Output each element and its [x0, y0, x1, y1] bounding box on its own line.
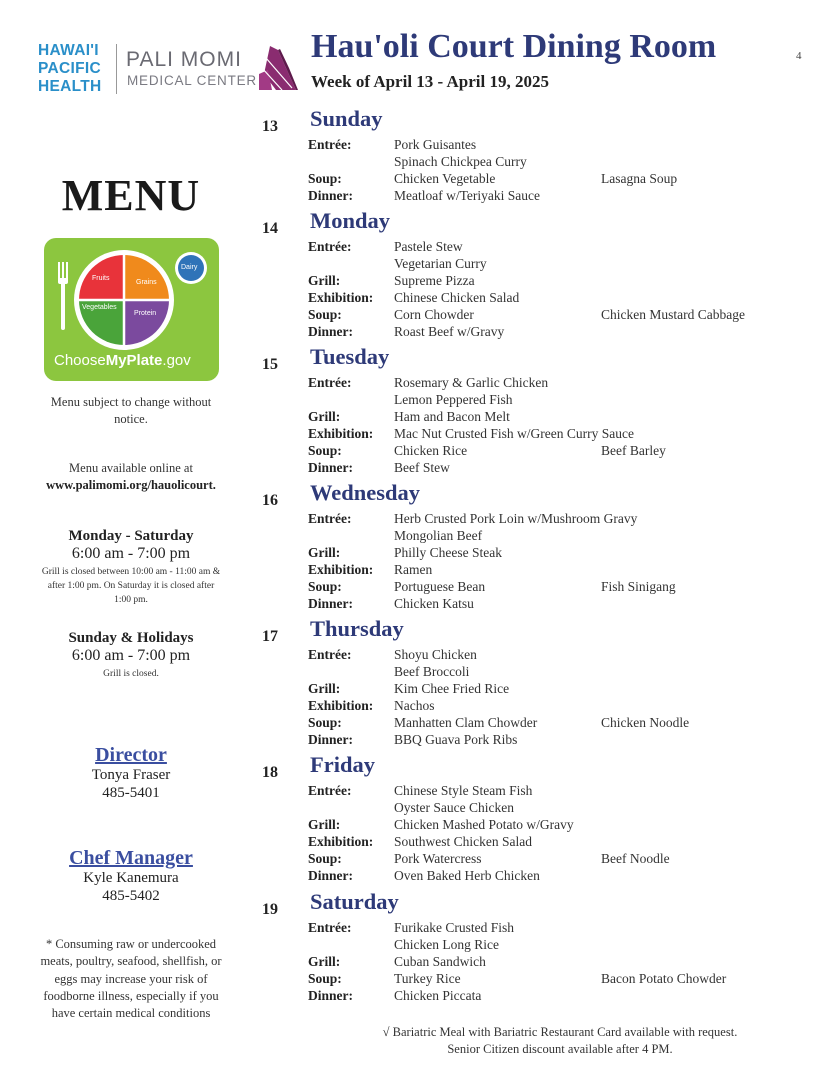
row-item: Ham and Bacon Melt — [394, 409, 510, 424]
row-label: Dinner: — [308, 868, 353, 883]
medical-center-subtitle: MEDICAL CENTER — [127, 73, 257, 88]
row-label: Soup: — [308, 307, 342, 322]
row-item: Furikake Crusted Fish — [394, 920, 514, 935]
day-name: Wednesday — [310, 480, 421, 505]
director-contact — [0, 744, 262, 802]
pali-momi-mark-icon — [256, 44, 300, 92]
row-item: Chicken Rice — [394, 443, 468, 458]
row-label: Grill: — [308, 681, 341, 696]
hawaii-pacific-health-logo-text — [38, 42, 102, 96]
online-label: Menu available online at — [69, 461, 193, 475]
disclaimer-line: have certain medical conditions — [51, 1006, 211, 1021]
row-label: Entrée: — [308, 647, 352, 662]
row-item: Rosemary & Garlic Chicken — [394, 375, 549, 390]
row-label: Exhibition: — [308, 834, 374, 849]
week-range: Week of April 13 - April 19, 2025 — [311, 72, 549, 91]
day-number: 18 — [262, 764, 278, 781]
choosemyplate-brand — [54, 352, 191, 369]
director-phone: 485-5401 — [102, 785, 160, 801]
logo-line-1: HAWAI'I — [38, 42, 99, 59]
row-label: Dinner: — [308, 460, 353, 475]
row-item: Herb Crusted Pork Loin w/Mushroom Gravy — [394, 511, 638, 526]
row-item: Chicken Mashed Potato w/Gravy — [394, 817, 574, 832]
row-label: Grill: — [308, 409, 341, 424]
row-item: Oyster Sauce Chicken — [394, 800, 514, 815]
menu-change-notice — [0, 394, 262, 428]
row-item: Turkey Rice — [394, 971, 461, 986]
hours-note-line: Grill is closed between 10:00 am - 11:00 am & — [41, 567, 221, 577]
footer-notes — [300, 1024, 820, 1058]
row-label: Entrée: — [308, 137, 352, 152]
hours-weekday-time: 6:00 am - 7:00 pm — [71, 545, 191, 562]
director-title: Director — [95, 744, 167, 766]
row-item: Chinese Style Steam Fish — [394, 783, 533, 798]
hours-sunday-time: 6:00 am - 7:00 pm — [71, 647, 191, 664]
row-item: Spinach Chickpea Curry — [394, 154, 527, 169]
row-item: Beef Stew — [394, 460, 450, 475]
plate-vegetables-label: Vegetables — [82, 304, 117, 311]
day-number: 14 — [262, 220, 278, 237]
row-item: Roast Beef w/Gravy — [394, 324, 505, 339]
row-item-secondary: Fish Sinigang — [601, 579, 676, 594]
notice-line-2: notice. — [114, 412, 148, 426]
notice-line-1: Menu subject to change without — [50, 395, 212, 409]
row-label: Entrée: — [308, 783, 352, 798]
day-number: 19 — [262, 901, 278, 918]
row-label: Entrée: — [308, 239, 352, 254]
row-item-secondary: Chicken Noodle — [601, 715, 690, 730]
row-label: Soup: — [308, 715, 342, 730]
hours-weekday — [0, 527, 262, 607]
disclaimer-line: * Consuming raw or undercooked — [45, 937, 217, 951]
row-item-secondary: Bacon Potato Chowder — [601, 971, 727, 986]
director-name: Tonya Fraser — [91, 767, 171, 783]
row-label: Dinner: — [308, 596, 353, 611]
brand-suffix: .gov — [162, 352, 191, 369]
row-item: Lemon Peppered Fish — [394, 392, 513, 407]
row-item: Ramen — [394, 562, 433, 577]
row-item: Southwest Chicken Salad — [394, 834, 532, 849]
row-item: Mac Nut Crusted Fish w/Green Curry Sauce — [394, 426, 634, 441]
row-item: Corn Chowder — [394, 307, 474, 322]
row-label: Exhibition: — [308, 698, 374, 713]
chef-title: Chef Manager — [69, 847, 193, 869]
disclaimer-line: eggs may increase your risk of — [54, 971, 208, 986]
row-item: Beef Broccoli — [394, 664, 470, 679]
row-item-secondary: Beef Noodle — [601, 851, 670, 866]
row-item: Kim Chee Fried Rice — [394, 681, 510, 696]
row-item: Oven Baked Herb Chicken — [394, 868, 540, 883]
row-item: Chicken Vegetable — [394, 171, 496, 186]
chef-manager-contact — [0, 847, 262, 905]
row-label: Dinner: — [308, 988, 353, 1003]
senior-discount-note: Senior Citizen discount available after 4 PM. — [447, 1042, 673, 1056]
plate-fruits-label: Fruits — [92, 275, 110, 282]
row-item: Chicken Long Rice — [394, 937, 499, 952]
hours-sunday-days: Sunday & Holidays — [68, 630, 194, 646]
row-item: Portuguese Bean — [394, 579, 486, 594]
row-label: Entrée: — [308, 511, 352, 526]
day-name: Thursday — [310, 616, 404, 641]
row-item: Vegetarian Curry — [394, 256, 487, 271]
plate-grains-label: Grains — [136, 279, 157, 286]
hours-note-line: after 1:00 pm. On Saturday it is closed after — [47, 581, 215, 591]
row-label: Grill: — [308, 954, 341, 969]
plate-dairy-label: Dairy — [181, 264, 198, 271]
page-title: Hau'oli Court Dining Room — [311, 28, 717, 65]
chef-phone: 485-5402 — [102, 888, 160, 904]
hours-sunday — [0, 629, 262, 681]
row-label: Grill: — [308, 545, 341, 560]
row-item: Pork Guisantes — [394, 137, 477, 152]
row-label: Exhibition: — [308, 290, 374, 305]
online-url-link[interactable]: www.palimomi.org/hauolicourt. — [46, 478, 216, 492]
row-label: Soup: — [308, 971, 342, 986]
disclaimer-line: meats, poultry, seafood, shellfish, or — [40, 954, 222, 969]
chef-name: Kyle Kanemura — [83, 870, 179, 886]
row-item: Chicken Piccata — [394, 988, 482, 1003]
row-label: Dinner: — [308, 324, 353, 339]
day-number: 17 — [262, 628, 278, 645]
row-item-secondary: Chicken Mustard Cabbage — [601, 307, 745, 322]
day-number: 15 — [262, 356, 278, 373]
row-item: BBQ Guava Pork Ribs — [394, 732, 518, 747]
day-number: 13 — [262, 118, 278, 135]
row-item: Philly Cheese Steak — [394, 545, 502, 560]
day-number: 16 — [262, 492, 278, 509]
food-safety-disclaimer — [0, 936, 262, 1022]
logo-line-2: PACIFIC — [38, 60, 101, 77]
row-label: Soup: — [308, 851, 342, 866]
row-label: Soup: — [308, 171, 342, 186]
row-item: Nachos — [394, 698, 435, 713]
hospital-logo — [38, 42, 300, 98]
row-item: Supreme Pizza — [394, 273, 475, 288]
online-menu-info — [0, 460, 262, 494]
row-label: Dinner: — [308, 188, 353, 203]
day-name: Saturday — [310, 889, 399, 914]
disclaimer-line: foodborne illness, especially if you — [43, 988, 219, 1003]
plate-protein-label: Protein — [134, 310, 157, 317]
menu-heading: MENU — [61, 171, 201, 220]
logo-line-3: HEALTH — [38, 78, 102, 95]
row-item: Pork Watercress — [394, 851, 482, 866]
page-number: 4 — [796, 50, 802, 62]
day-name: Friday — [310, 752, 375, 777]
row-item-secondary: Beef Barley — [601, 443, 666, 458]
row-item-secondary: Lasagna Soup — [601, 171, 678, 186]
row-item: Meatloaf w/Teriyaki Sauce — [394, 188, 540, 203]
row-label: Grill: — [308, 817, 341, 832]
row-label: Entrée: — [308, 920, 352, 935]
day-name: Monday — [310, 208, 391, 233]
row-item: Shoyu Chicken — [394, 647, 477, 662]
brand-prefix: Choose — [54, 352, 106, 369]
brand-bold: MyPlate — [105, 352, 163, 369]
row-item: Manhatten Clam Chowder — [394, 715, 538, 730]
row-label: Soup: — [308, 579, 342, 594]
hours-sunday-note: Grill is closed. — [103, 669, 159, 679]
logo-divider — [116, 44, 117, 94]
myplate-graphic — [44, 238, 219, 381]
row-item: Cuban Sandwich — [394, 954, 486, 969]
row-item: Mongolian Beef — [394, 528, 483, 543]
day-name: Tuesday — [310, 344, 390, 369]
row-item: Chinese Chicken Salad — [394, 290, 520, 305]
hours-weekday-note — [0, 565, 262, 607]
row-label: Soup: — [308, 443, 342, 458]
row-label: Exhibition: — [308, 562, 374, 577]
pali-momi-name: PALI MOMI — [126, 48, 242, 71]
row-label: Grill: — [308, 273, 341, 288]
row-label: Dinner: — [308, 732, 353, 747]
hours-weekday-days: Monday - Saturday — [68, 528, 194, 544]
bariatric-note: √ Bariatric Meal with Bariatric Restaurant Card available with request. — [382, 1025, 738, 1039]
row-item: Pastele Stew — [394, 239, 463, 254]
row-label: Exhibition: — [308, 426, 374, 441]
day-name: Sunday — [310, 106, 383, 131]
hours-note-line: 1:00 pm. — [114, 595, 148, 605]
row-item: Chicken Katsu — [394, 596, 474, 611]
row-label: Entrée: — [308, 375, 352, 390]
